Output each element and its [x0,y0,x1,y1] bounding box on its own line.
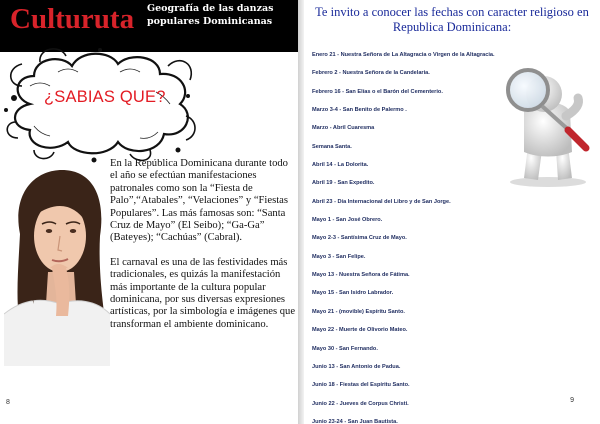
date-item: Marzo 3-4 - San Benito de Palermo . [312,107,407,114]
thinking-woman-figure [4,164,110,366]
figure-with-magnifier-icon [498,64,598,188]
page-number-left: 8 [6,399,10,406]
right-page [304,0,600,424]
date-item: Abril 14 - La Dolorita. [312,162,369,169]
date-item: Abril 23 - Día Internacional del Libro y de San Jorge. [312,198,451,205]
date-item: Mayo 21 - (movible) Espíritu Santo. [312,308,405,315]
date-item: Junio 23-24 - San Juan Bautista. [312,418,398,424]
date-item: Junio 18 - Fiestas del Espíritu Santo. [312,382,410,389]
header-bar [0,0,298,52]
date-item: Febrero 2 - Nuestra Señora de la Candelaria. [312,70,430,77]
religious-dates-list [312,52,495,424]
cloud-text: ¿SABIAS QUE? [44,88,166,106]
paragraph-2: El carnaval es una de las festividades más tradicionales, es quizás la manifestación más importante de la cultura popular dominicana, por sus diversas expresiones artísticas, por la simbología e imágenes que transforman el ambiente dominicano. [110,256,296,330]
date-item: Mayo 13 - Nuestra Señora de Fátima. [312,272,410,279]
date-item: Mayo 2-3 - Santísima Cruz de Mayo. [312,235,407,242]
date-item: Enero 21 - Nuestra Señora de La Altagracia o Virgen de la Altagracia. [312,52,495,58]
date-item: Mayo 1 - San José Obrero. [312,217,383,224]
brand-title: Culturuta [10,3,135,35]
body-text [110,158,296,343]
date-item: Semana Santa. [312,143,352,150]
date-item: Mayo 22 - Muerte de Olivorio Mateo. [312,327,408,334]
date-item: Marzo - Abril Cuaresma [312,125,375,132]
header-subtitle: Geografía de las danzas populares Dominicanas [147,3,274,27]
date-item: Febrero 16 - San Elías o el Barón del Cementerio. [312,88,443,95]
right-page-title: Te invito a conocer las fechas con caracter religioso en Republica Dominicana: [315,5,589,34]
page-number-right: 9 [570,397,574,404]
date-item: Mayo 3 - San Felipe. [312,253,366,260]
paragraph-1: En la República Dominicana durante todo el año se efectúan manifestaciones patronales como son la “Fiesta de Palo”,“Atabales”, “Velaciones” y “Fiestas Populares”. Las más famosas son: “Santa Cruz de Mayo” (El Seibo); “Ga-Ga” (Bateyes); “Cachúas” (Cabral). [110,158,288,244]
date-item: Junio 13 - San Antonio de Padua. [312,363,401,370]
date-item: Mayo 30 - San Fernando. [312,345,378,352]
left-page [0,0,298,424]
date-item: Abril 19 - San Expedito. [312,180,375,187]
date-item: Junio 22 - Jueves de Corpus Christi. [312,400,409,407]
date-item: Mayo 15 - San Isidro Labrador. [312,290,394,297]
